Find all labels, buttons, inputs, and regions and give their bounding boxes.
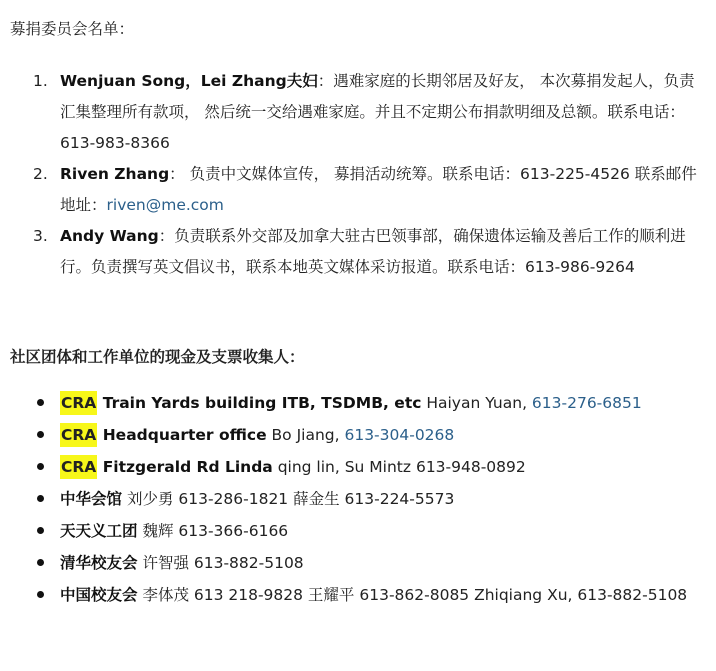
committee-list — [0, 66, 716, 283]
collector-org: Fitzgerald Rd Linda — [97, 458, 273, 476]
collector-contact: Haiyan Yuan, — [421, 394, 532, 412]
list-number: 2. — [33, 165, 48, 183]
highlighted-org-prefix: CRA — [60, 455, 97, 479]
list-item — [0, 387, 700, 419]
bullet-icon — [37, 463, 44, 470]
bullet-icon — [37, 431, 44, 438]
collector-contact: Bo Jiang, — [266, 426, 345, 444]
collector-org: 中华会馆 — [60, 490, 123, 508]
highlighted-org-prefix: CRA — [60, 391, 97, 415]
phone-link[interactable]: 613-276-6851 — [531, 394, 642, 412]
list-item — [0, 483, 700, 515]
list-item — [0, 451, 700, 483]
member-description: ：负责联系外交部及加拿大驻古巴领事部，确保遗体运输及善后工作的顺利进行。负责撰写英文倡议书，联系本地英文媒体采访报道。联系电话：613-986-9264 — [60, 227, 686, 276]
collector-org: Headquarter office — [97, 426, 267, 444]
member-name: Riven Zhang — [60, 165, 170, 183]
bullet-icon — [37, 559, 44, 566]
collectors-heading: 社区团体和工作单位的现金及支票收集人： — [10, 348, 305, 366]
member-description: ：遇难家庭的长期邻居及好友， 本次募捐发起人，负责汇集整理所有款项， 然后统一交给遇难家庭。并且不定期公布捐款明细及总额。联系电话：613-983-8366 — [60, 72, 695, 152]
bullet-icon — [37, 495, 44, 502]
bullet-icon — [37, 527, 44, 534]
phone-link[interactable]: 613-304-0268 — [344, 426, 455, 444]
collector-org: 中国校友会 — [60, 586, 138, 604]
list-item — [0, 547, 700, 579]
collector-org: Train Yards building ITB, TSDMB, etc — [97, 394, 422, 412]
member-name: Wenjuan Song，Lei Zhang夫妇 — [60, 72, 318, 90]
list-item — [0, 579, 700, 611]
list-item — [0, 221, 700, 283]
list-item — [0, 419, 700, 451]
bullet-icon — [37, 591, 44, 598]
member-name: Andy Wang — [60, 227, 159, 245]
collector-contact: qing lin, Su Mintz 613-948-0892 — [272, 458, 526, 476]
highlighted-org-prefix: CRA — [60, 423, 97, 447]
collectors-list — [0, 387, 716, 611]
member-description: ： 负责中文媒体宣传， 募捐活动统筹。联系电话：613-225-4526 联系邮件地址： — [60, 165, 697, 214]
list-item — [0, 159, 700, 221]
collector-contact: 许智强 613-882-5108 — [137, 554, 304, 572]
collector-contact: 李体茂 613 218-9828 王耀平 613-862-8085 Zhiqiang Xu, 613-882-5108 — [137, 586, 688, 604]
bullet-icon — [37, 399, 44, 406]
list-item — [0, 515, 700, 547]
email-link[interactable]: riven@me.com — [106, 196, 224, 214]
list-number: 1. — [33, 72, 48, 90]
collector-contact: 魏辉 613-366-6166 — [137, 522, 289, 540]
collector-org: 清华校友会 — [60, 554, 138, 572]
collector-contact: 刘少勇 613-286-1821 薛金生 613-224-5573 — [122, 490, 455, 508]
committee-heading: 募捐委员会名单： — [10, 20, 135, 38]
collector-org: 天天义工团 — [60, 522, 138, 540]
list-number: 3. — [33, 227, 48, 245]
list-item — [0, 66, 700, 159]
